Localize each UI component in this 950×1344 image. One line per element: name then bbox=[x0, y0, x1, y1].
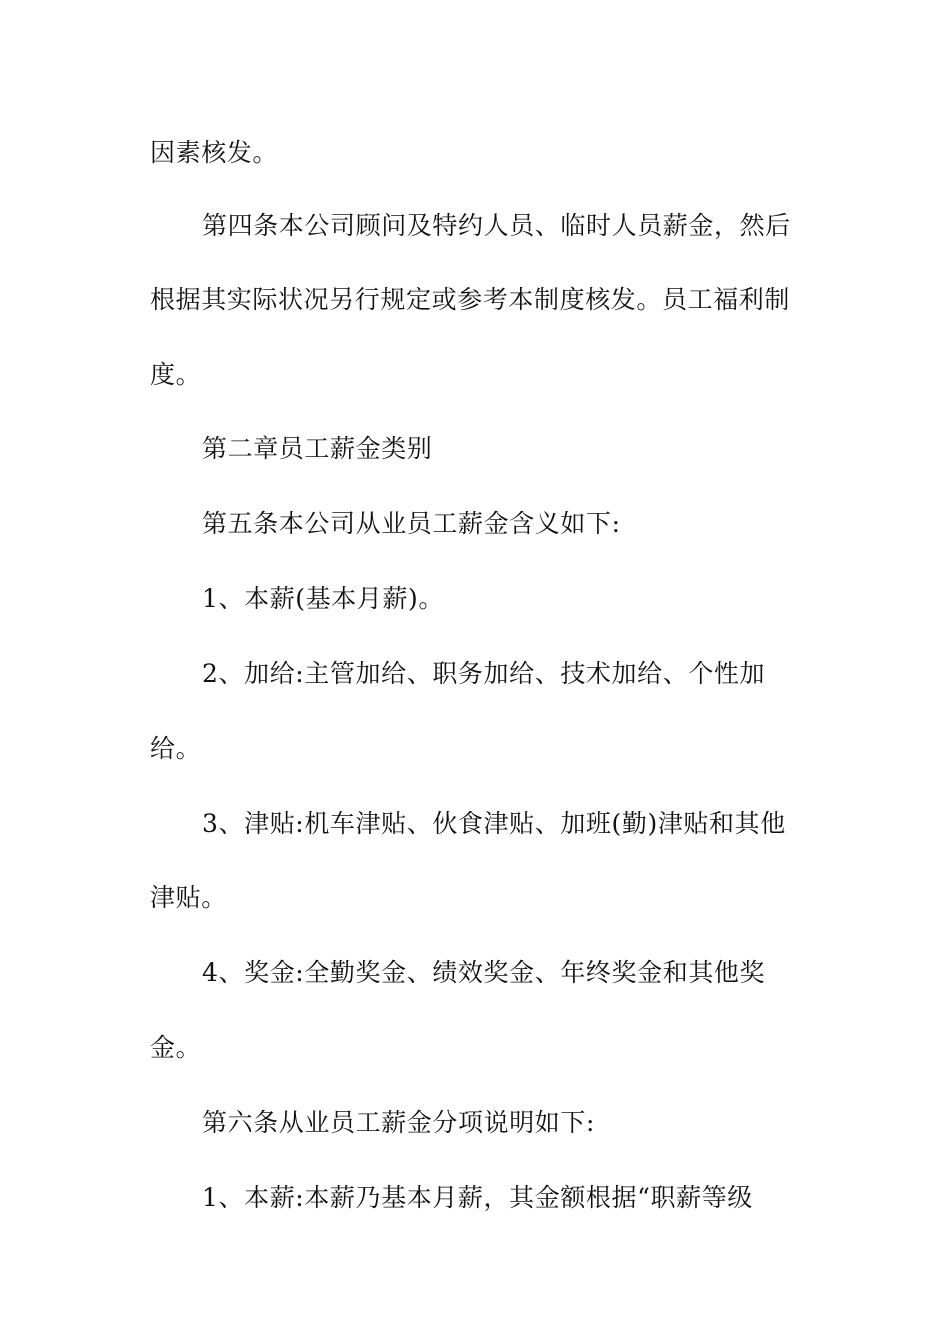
list-item-4: 4、奖金:全勤奖金、绩效奖金、年终奖金和其他奖 bbox=[202, 958, 766, 987]
text-line-2: 第四条本公司顾问及特约人员、临时人员薪金，然后 bbox=[202, 211, 791, 240]
list-item-2-continued: 给。 bbox=[150, 734, 202, 763]
list-item-4-continued: 金。 bbox=[150, 1033, 202, 1062]
text-line-1: 因素核发。 bbox=[150, 138, 279, 167]
list-item-3: 3、津贴:机车津贴、伙食津贴、加班(勤)津贴和其他 bbox=[202, 809, 786, 838]
chapter-heading: 第二章员工薪金类别 bbox=[202, 434, 433, 463]
text-line-6: 第五条本公司从业员工薪金含义如下: bbox=[202, 509, 621, 538]
list-item-1: 1、本薪(基本月薪)。 bbox=[202, 584, 445, 613]
list-item-3-continued: 津贴。 bbox=[150, 883, 227, 912]
text-line-14: 第六条从业员工薪金分项说明如下: bbox=[202, 1108, 596, 1137]
text-line-3: 根据其实际状况另行规定或参考本制度核发。员工福利制 bbox=[150, 285, 791, 314]
list-item-2: 2、加给:主管加给、职务加给、技术加给、个性加 bbox=[202, 659, 766, 688]
text-line-4: 度。 bbox=[150, 360, 202, 389]
list-item-5: 1、本薪:本薪乃基本月薪，其金额根据“职薪等级 bbox=[202, 1183, 753, 1212]
